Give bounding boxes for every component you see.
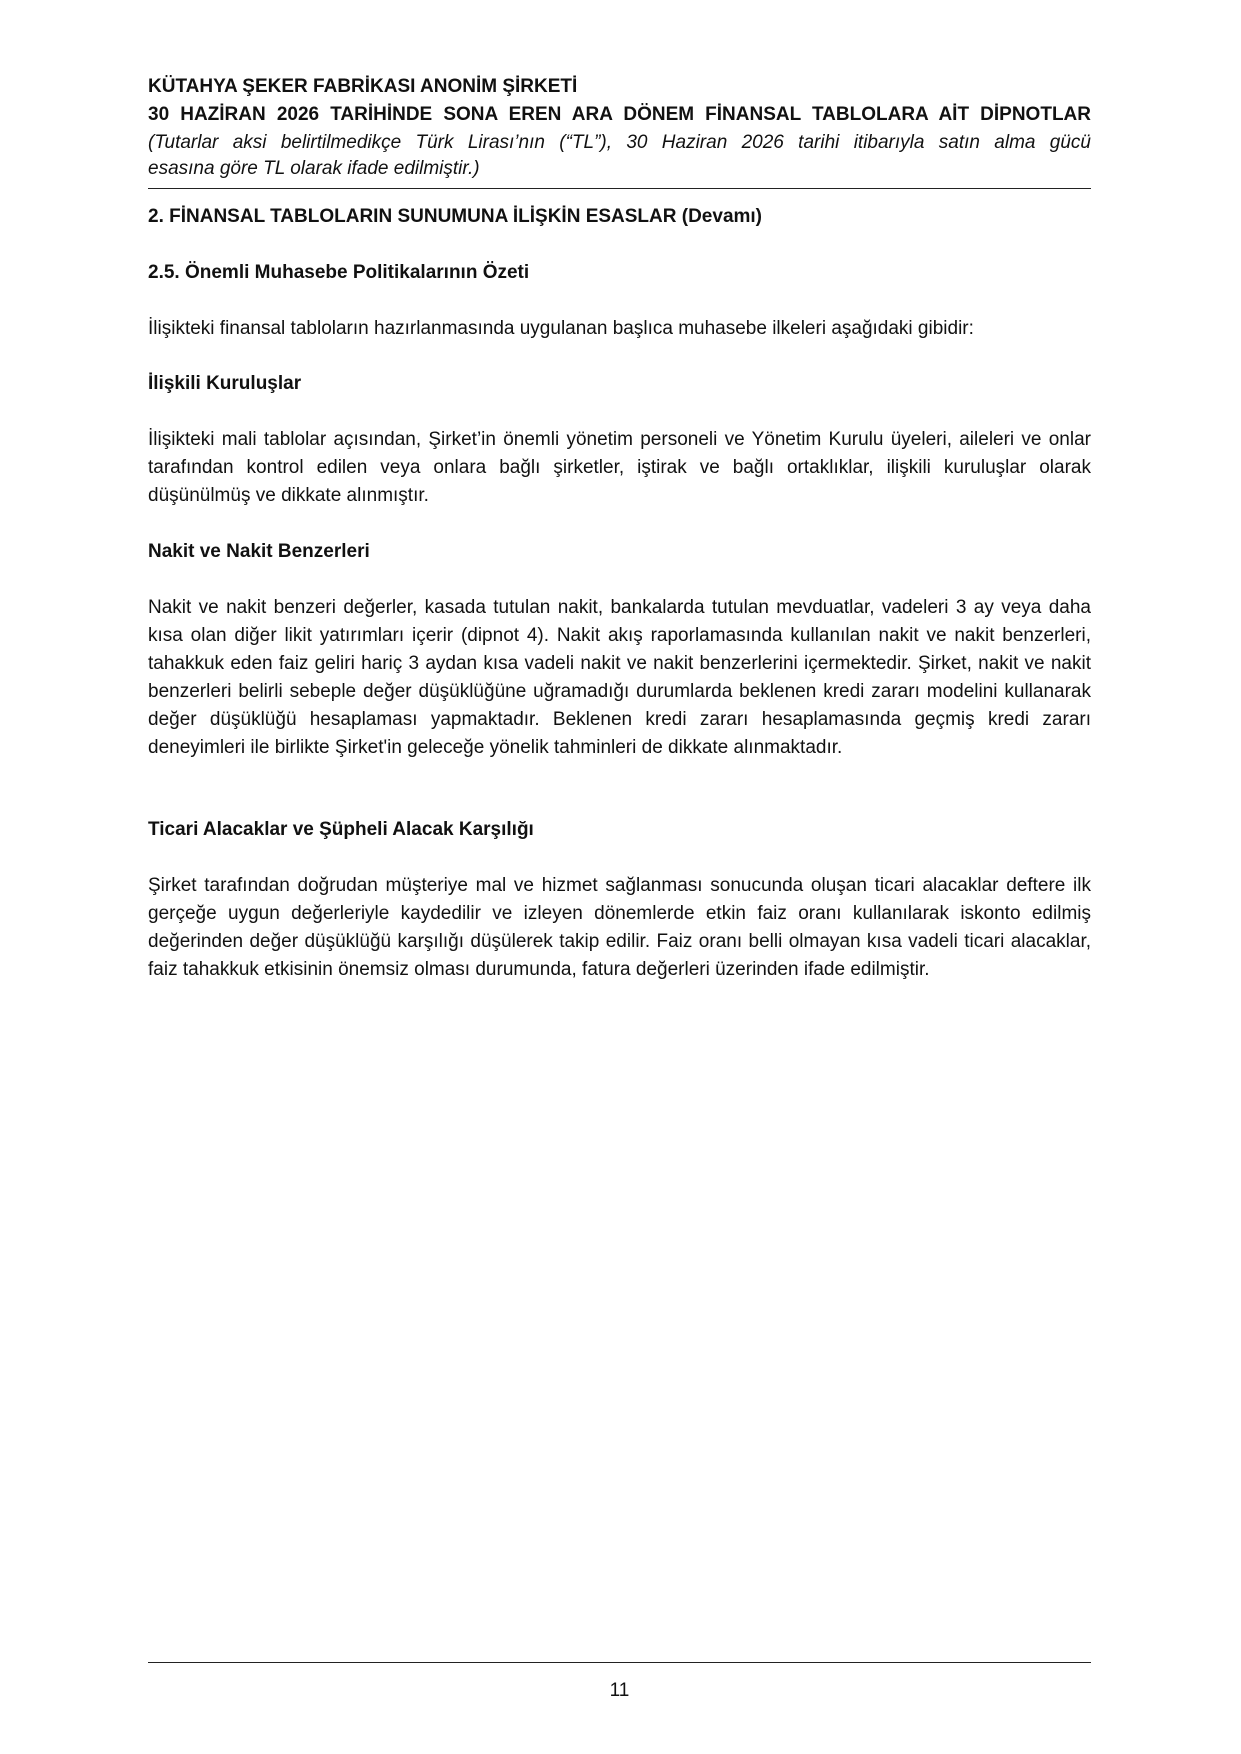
intro-paragraph: İlişikteki finansal tabloların hazırlanmasında uygulanan başlıca muhasebe ilkeleri aşağıdaki gibidir:: [148, 318, 974, 339]
document-title: 30 HAZİRAN 2026 TARİHİNDE SONA EREN ARA DÖNEM FİNANSAL TABLOLARA AİT DİPNOTLAR: [148, 104, 1091, 125]
policy-heading-trade-receivables: Ticari Alacaklar ve Şüpheli Alacak Karşılığı: [148, 819, 534, 840]
subsection-title: 2.5. Önemli Muhasebe Politikalarının Özeti: [148, 262, 530, 283]
currency-note: [148, 130, 1091, 182]
currency-note-line-1: (Tutarlar aksi belirtilmedikçe Türk Lirası’nın (“TL”), 30 Haziran 2026 tarihi itibarıyla satın alma gücü: [148, 132, 1091, 153]
currency-note-line-2: esasına göre TL olarak ifade edilmiştir.): [148, 158, 480, 179]
company-name: KÜTAHYA ŞEKER FABRİKASI ANONİM ŞİRKETİ: [148, 76, 578, 97]
policy-heading-cash: Nakit ve Nakit Benzerleri: [148, 541, 370, 562]
policy-heading-related-parties: İlişkili Kuruluşlar: [148, 373, 302, 394]
header-divider: [148, 188, 1091, 189]
footer-divider: [148, 1662, 1091, 1663]
policy-body-related-parties: İlişikteki mali tablolar açısından, Şirket’in önemli yönetim personeli ve Yönetim Kurulu üyeleri, aileleri ve onlar tarafından kontrol edilen veya onlara bağlı şirketler, iştirak ve bağlı ortaklıklar, ilişkili kuruluşlar olarak düşünülmüş ve dikkate alınmıştır.: [148, 429, 1091, 506]
policy-body-cash: Nakit ve nakit benzeri değerler, kasada tutulan nakit, bankalarda tutulan mevduatlar, vadeleri 3 ay veya daha kısa olan diğer likit yatırımları içerir (dipnot 4). Nakit akış raporlamasında kullanılan nakit ve nakit benzerleri, tahakkuk eden faiz geliri hariç 3 aydan kısa vadeli nakit ve nakit benzerlerini içermektedir. Şirket, nakit ve nakit benzerleri belirli sebeple değer düşüklüğüne uğramadığı durumlarda beklenen kredi zararı modelini kullanarak değer düşüklüğü hesaplaması yapmaktadır. Beklenen kredi zararı hesaplamasında geçmiş kredi zararı deneyimleri ile birlikte Şirket'in geleceğe yönelik tahminleri de dikkate alınmaktadır.: [148, 597, 1091, 758]
page-number: 11: [609, 1680, 630, 1701]
section-title: 2. FİNANSAL TABLOLARIN SUNUMUNA İLİŞKİN ESASLAR (Devamı): [148, 206, 763, 227]
policy-body-trade-receivables: Şirket tarafından doğrudan müşteriye mal ve hizmet sağlanması sonucunda oluşan ticari alacaklar deftere ilk gerçeğe uygun değerleriyle kaydedilir ve izleyen dönemlerde etkin faiz oranı kullanılarak iskonto edilmiş değerinden değer düşüklüğü karşılığı düşülerek takip edilir. Faiz oranı belli olmayan kısa vadeli ticari alacaklar, faiz tahakkuk etkisinin önemsiz olması durumunda, fatura değerleri üzerinden ifade edilmiştir.: [148, 875, 1091, 980]
